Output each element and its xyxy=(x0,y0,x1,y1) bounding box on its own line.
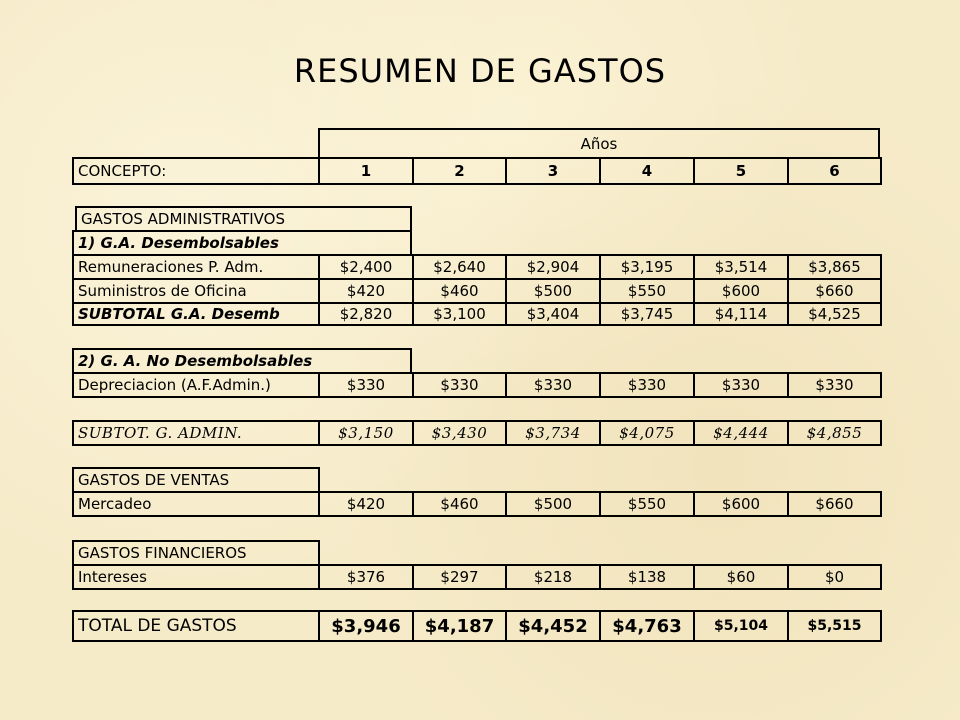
suministros-row-label: Suministros de Oficina xyxy=(72,278,320,304)
year-6-header: 6 xyxy=(787,157,882,185)
depreciacion-row-value-5: $330 xyxy=(693,372,789,398)
intereses-row-value-4: $138 xyxy=(599,564,695,590)
subtot-admin-row-value-3: $3,734 xyxy=(505,420,601,446)
total-row-value-3: $4,452 xyxy=(505,610,601,642)
remuneraciones-row-value-5: $3,514 xyxy=(693,254,789,280)
intereses-row-value-1: $376 xyxy=(318,564,414,590)
remuneraciones-row-value-4: $3,195 xyxy=(599,254,695,280)
mercadeo-row-value-5: $600 xyxy=(693,491,789,517)
subtotal-ga-row-value-5: $4,114 xyxy=(693,302,789,326)
total-row-value-1: $3,946 xyxy=(318,610,414,642)
suministros-row-value-6: $660 xyxy=(787,278,882,304)
remuneraciones-row-value-6: $3,865 xyxy=(787,254,882,280)
subtot-admin-row-value-4: $4,075 xyxy=(599,420,695,446)
ga-desembolsables-title: 1) G.A. Desembolsables xyxy=(72,230,412,256)
concept-header: CONCEPTO: xyxy=(72,157,320,185)
remuneraciones-row-value-1: $2,400 xyxy=(318,254,414,280)
subtot-admin-row-value-1: $3,150 xyxy=(318,420,414,446)
depreciacion-row-value-2: $330 xyxy=(412,372,507,398)
ventas-title: GASTOS DE VENTAS xyxy=(72,467,320,493)
subtot-admin-row-value-2: $3,430 xyxy=(412,420,507,446)
subtotal-ga-row-value-2: $3,100 xyxy=(412,302,507,326)
year-1-header: 1 xyxy=(318,157,414,185)
total-row-value-2: $4,187 xyxy=(412,610,507,642)
mercadeo-row-label: Mercadeo xyxy=(72,491,320,517)
total-row-value-5: $5,104 xyxy=(693,610,789,642)
mercadeo-row-value-1: $420 xyxy=(318,491,414,517)
subtotal-ga-row-label: SUBTOTAL G.A. Desemb xyxy=(72,302,320,326)
suministros-row-value-1: $420 xyxy=(318,278,414,304)
no-desembolsables-title: 2) G. A. No Desembolsables xyxy=(72,348,412,374)
depreciacion-row-value-4: $330 xyxy=(599,372,695,398)
suministros-row-value-2: $460 xyxy=(412,278,507,304)
remuneraciones-row-value-3: $2,904 xyxy=(505,254,601,280)
mercadeo-row-value-2: $460 xyxy=(412,491,507,517)
year-2-header: 2 xyxy=(412,157,507,185)
mercadeo-row-value-4: $550 xyxy=(599,491,695,517)
year-5-header: 5 xyxy=(693,157,789,185)
suministros-row-value-4: $550 xyxy=(599,278,695,304)
depreciacion-row-value-6: $330 xyxy=(787,372,882,398)
remuneraciones-row-label: Remuneraciones P. Adm. xyxy=(72,254,320,280)
intereses-row-value-2: $297 xyxy=(412,564,507,590)
intereses-row-value-3: $218 xyxy=(505,564,601,590)
intereses-row-value-6: $0 xyxy=(787,564,882,590)
suministros-row-value-3: $500 xyxy=(505,278,601,304)
depreciacion-row-value-3: $330 xyxy=(505,372,601,398)
mercadeo-row-value-6: $660 xyxy=(787,491,882,517)
total-row-label: TOTAL DE GASTOS xyxy=(72,610,320,642)
years-header: Años xyxy=(318,128,880,159)
financieros-title: GASTOS FINANCIEROS xyxy=(72,540,320,566)
year-4-header: 4 xyxy=(599,157,695,185)
depreciacion-row-value-1: $330 xyxy=(318,372,414,398)
page-title: RESUMEN DE GASTOS xyxy=(293,52,667,90)
year-3-header: 3 xyxy=(505,157,601,185)
intereses-row-label: Intereses xyxy=(72,564,320,590)
subtot-admin-row-label: SUBTOT. G. ADMIN. xyxy=(72,420,320,446)
intereses-row-value-5: $60 xyxy=(693,564,789,590)
subtotal-ga-row-value-3: $3,404 xyxy=(505,302,601,326)
subtotal-ga-row-value-1: $2,820 xyxy=(318,302,414,326)
subtotal-ga-row-value-4: $3,745 xyxy=(599,302,695,326)
subtot-admin-row-value-5: $4,444 xyxy=(693,420,789,446)
total-row-value-4: $4,763 xyxy=(599,610,695,642)
ga-section-title: GASTOS ADMINISTRATIVOS xyxy=(75,206,412,232)
total-row-value-6: $5,515 xyxy=(787,610,882,642)
remuneraciones-row-value-2: $2,640 xyxy=(412,254,507,280)
subtotal-ga-row-value-6: $4,525 xyxy=(787,302,882,326)
suministros-row-value-5: $600 xyxy=(693,278,789,304)
mercadeo-row-value-3: $500 xyxy=(505,491,601,517)
depreciacion-row-label: Depreciacion (A.F.Admin.) xyxy=(72,372,320,398)
subtot-admin-row-value-6: $4,855 xyxy=(787,420,882,446)
